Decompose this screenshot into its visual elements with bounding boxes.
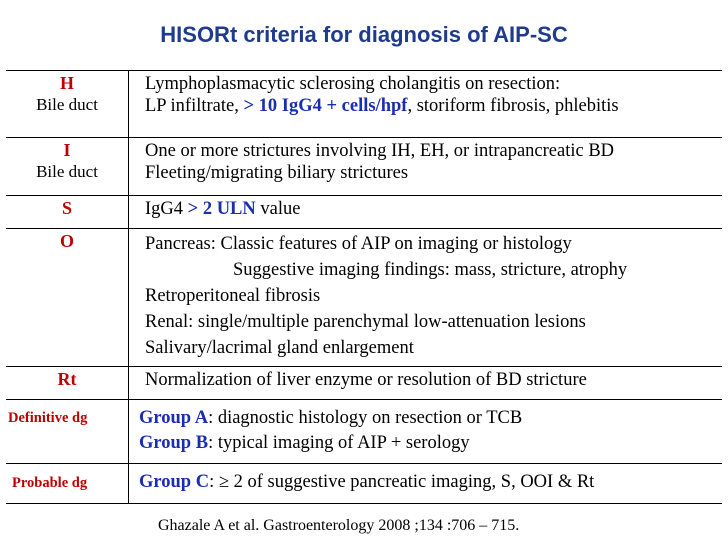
table-row-s xyxy=(6,196,722,229)
desc-line xyxy=(145,95,722,117)
desc-line xyxy=(145,198,722,220)
highlight-uln: > 2 ULN xyxy=(187,199,256,219)
desc-text: LP infiltrate, xyxy=(145,96,244,116)
desc-text: , storiform fibrosis, phlebitis xyxy=(407,96,619,116)
row-key-i xyxy=(6,138,129,196)
desc-line: Fleeting/migrating biliary strictures xyxy=(145,163,409,183)
desc-line: Lymphoplasmacytic sclerosing cholangitis on resection: xyxy=(145,74,561,94)
desc-line: Pancreas: Classic features of AIP on imaging or histology xyxy=(145,234,572,254)
desc-line xyxy=(139,471,722,493)
group-b-label: Group B xyxy=(139,433,209,453)
key-letter-s: S xyxy=(61,198,72,218)
table-row-h xyxy=(6,71,722,138)
key-sub-i: Bile duct xyxy=(36,162,98,181)
desc-line: One or more strictures involving IH, EH, or intrapancreatic BD xyxy=(145,141,615,161)
key-definitive-dg: Definitive dg xyxy=(8,410,88,426)
desc-line: Salivary/lacrimal gland enlargement xyxy=(145,338,414,358)
desc-text: Suggestive imaging findings: mass, stricture, atrophy xyxy=(233,260,628,280)
row-desc-h xyxy=(129,71,723,138)
row-key-definitive xyxy=(6,400,129,464)
key-letter-o: O xyxy=(59,231,74,251)
desc-line: Retroperitoneal fibrosis xyxy=(145,286,321,306)
criteria-table xyxy=(6,70,722,504)
table-row-o xyxy=(6,229,722,367)
row-key-rt xyxy=(6,367,129,400)
desc-text: value xyxy=(255,199,301,219)
row-desc-definitive xyxy=(129,400,723,464)
highlight-igg4-cells: > 10 IgG4 + cells/hpf xyxy=(243,96,408,116)
row-desc-probable xyxy=(129,464,723,504)
desc-line xyxy=(139,431,722,456)
key-letter-i: I xyxy=(63,140,71,160)
desc-text: : ≥ 2 of suggestive pancreatic imaging, S, OOI & Rt xyxy=(209,472,595,492)
desc-line xyxy=(139,406,722,431)
desc-line xyxy=(145,257,722,283)
desc-text: : diagnostic histology on resection or TCB xyxy=(208,408,523,428)
row-key-probable xyxy=(6,464,129,504)
row-desc-rt xyxy=(129,367,723,400)
key-sub-h: Bile duct xyxy=(36,95,98,114)
key-letter-rt: Rt xyxy=(57,369,77,389)
group-a-label: Group A xyxy=(139,408,209,428)
desc-text: IgG4 xyxy=(145,199,188,219)
desc-text: : typical imaging of AIP + serology xyxy=(208,433,470,453)
table-row-i xyxy=(6,138,722,196)
group-c-label: Group C xyxy=(139,472,210,492)
key-probable-dg: Probable dg xyxy=(12,475,88,491)
desc-line: Renal: single/multiple parenchymal low-attenuation lesions xyxy=(145,312,586,332)
row-key-o xyxy=(6,229,129,367)
key-letter-h: H xyxy=(59,73,74,93)
table-row-rt xyxy=(6,367,722,400)
row-key-s xyxy=(6,196,129,229)
page-title: HISORt criteria for diagnosis of AIP-SC xyxy=(160,22,568,47)
row-desc-s xyxy=(129,196,723,229)
row-desc-i xyxy=(129,138,723,196)
desc-line: Normalization of liver enzyme or resolution of BD stricture xyxy=(145,370,587,390)
citation: Ghazale A et al. Gastroenterology 2008 ;134 :706 – 715. xyxy=(158,517,520,534)
table-row-definitive xyxy=(6,400,722,464)
row-desc-o xyxy=(129,229,723,367)
table-row-probable xyxy=(6,464,722,504)
row-key-h xyxy=(6,71,129,138)
